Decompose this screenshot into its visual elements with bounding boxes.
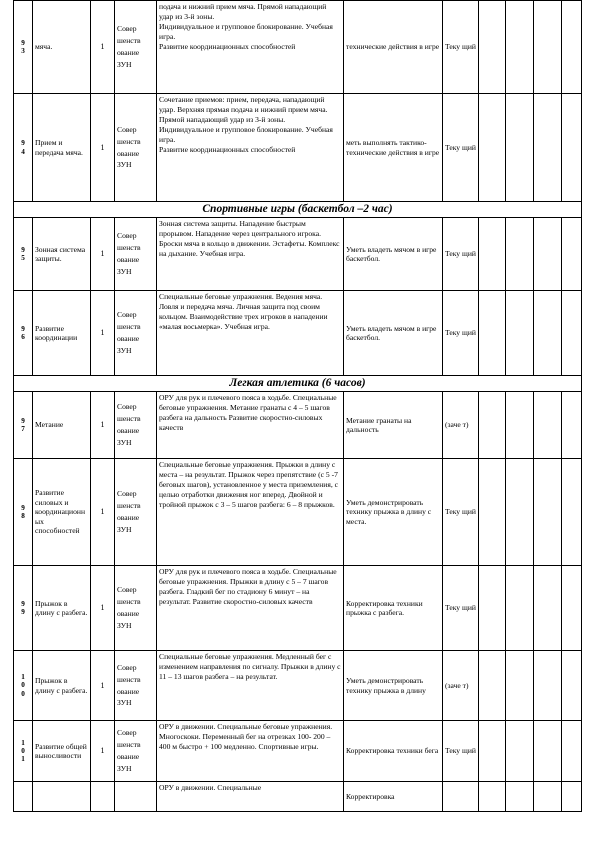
- lesson-topic-cell: [33, 94, 91, 202]
- empty-cell: [479, 291, 506, 376]
- lesson-topic: Развитие координации: [35, 323, 78, 342]
- lesson-type-line: ЗУН: [117, 59, 132, 69]
- control-type-cell: [443, 218, 479, 291]
- lesson-type-cell: [115, 291, 157, 376]
- lesson-content-line: Специальные беговые упражнения. Прыжки в длину с места – на результат. Прыжок через препятствие (с 5 -7 беговых шагов), установленное у места приземления, с целью отработки движения ног вперед. Двойной и тройной прыжок с 3 – 5 шагов разбега: 6 – 8 прыжков.: [159, 460, 338, 510]
- lesson-content-cell: [157, 782, 344, 812]
- lesson-number-cell: [14, 782, 33, 812]
- lesson-content-cell: [157, 392, 344, 459]
- empty-cell: [506, 459, 534, 566]
- expected-result: Уметь демонстрировать технику прыжка в длину с места.: [346, 497, 432, 526]
- empty-cell: [506, 94, 534, 202]
- hours-count: 1: [100, 42, 105, 51]
- lesson-topic-cell: [33, 218, 91, 291]
- expected-result-cell: [344, 94, 443, 202]
- lesson-type-line: ование: [117, 426, 140, 435]
- lesson-content-line: ОРУ для рук и плечевого пояса в ходьбе. Специальные беговые упражнения. Прыжки в длину с 5 – 7 шагов разбега. Гладкий бег по стадиону 6 минут – на результат. Развитие скоростно-силовых качеств: [159, 567, 337, 607]
- hours-cell: [91, 566, 115, 651]
- lesson-type-line: шенств: [117, 36, 141, 46]
- empty-cell: [562, 459, 582, 566]
- control-type-cell: [443, 566, 479, 651]
- lesson-type-line: Совер: [117, 24, 137, 34]
- lesson-content-line: Индивидуальное и групповое блокирование. Учебная игра.: [159, 22, 333, 42]
- lesson-number-digit: 0: [21, 689, 25, 698]
- lesson-type-line: Совер: [117, 124, 137, 134]
- empty-cell: [479, 651, 506, 721]
- hours-count: 1: [100, 746, 105, 755]
- lesson-content-cell: [157, 651, 344, 721]
- lesson-type-line: ование: [117, 148, 140, 158]
- lesson-type-line: ЗУН: [117, 698, 132, 708]
- lesson-type-line: шенств: [117, 322, 141, 332]
- lesson-content-cell: [157, 1, 344, 94]
- section-row: [14, 376, 582, 392]
- lesson-number-cell: [14, 459, 33, 566]
- lesson-number-digit: 9: [21, 139, 25, 148]
- lesson-content-cell: [157, 566, 344, 651]
- empty-cell: [534, 566, 562, 651]
- lesson-content-line: подача и нижний прием мяча. Прямой нападающий удар из 3-й зоны.: [159, 2, 327, 22]
- lesson-type-line: Совер: [117, 310, 137, 320]
- lesson-number-digit: 0: [21, 681, 25, 690]
- control-type: Теку щий: [445, 603, 476, 613]
- lesson-content-cell: [157, 291, 344, 376]
- expected-result: Метание гранаты на дальность: [346, 415, 412, 434]
- lesson-type-cell: [115, 218, 157, 291]
- lesson-type-line: шенств: [117, 501, 141, 511]
- lesson-type-line: ование: [117, 513, 140, 522]
- lesson-topic-cell: [33, 721, 91, 782]
- control-type: (заче т): [445, 420, 469, 430]
- lesson-type-line: ЗУН: [117, 160, 132, 170]
- control-type-cell: [443, 459, 479, 566]
- lesson-topic-cell: [33, 1, 91, 94]
- expected-result: Уметь демонстрировать технику прыжка в длину: [346, 676, 426, 695]
- lesson-number-cell: [14, 392, 33, 459]
- lesson-number-cell: [14, 651, 33, 721]
- lesson-number-cell: [14, 94, 33, 202]
- lesson-topic: Зонная система защиты.: [35, 244, 86, 263]
- lesson-type-line: ование: [117, 686, 140, 696]
- lesson-number-cell: [14, 721, 33, 782]
- empty-cell: [479, 566, 506, 651]
- lesson-content-line: Сочетание приемов: прием, передача, нападающий удар. Верхняя прямая подача и нижний прием мяча. Прямой нападающий удар из 3-й зоны.: [159, 95, 328, 125]
- lesson-number-digit: 1: [21, 673, 25, 682]
- hours-cell: [91, 1, 115, 94]
- expected-result: Уметь владеть мячом в игре баскетбол.: [346, 323, 437, 342]
- table-row: [14, 94, 582, 202]
- lesson-type-line: шенств: [117, 740, 141, 750]
- lesson-content-cell: [157, 459, 344, 566]
- lesson-type-line: ование: [117, 48, 140, 57]
- empty-cell: [479, 721, 506, 782]
- lesson-number-digit: 9: [21, 608, 25, 616]
- expected-result: Корректировка техники бега: [346, 746, 439, 756]
- lesson-type-line: ование: [117, 752, 140, 761]
- lesson-type-line: шенств: [117, 136, 141, 146]
- table-body: [14, 1, 582, 812]
- expected-result-cell: [344, 721, 443, 782]
- control-type-cell: [443, 94, 479, 202]
- empty-cell: [534, 291, 562, 376]
- expected-result: технические действия в игре: [346, 42, 440, 52]
- expected-result-cell: [344, 291, 443, 376]
- hours-cell: [91, 459, 115, 566]
- lesson-number-digit: 5: [21, 254, 25, 262]
- expected-result-cell: [344, 651, 443, 721]
- lesson-type-line: Совер: [117, 231, 137, 241]
- table-row: [14, 459, 582, 566]
- lesson-topic-cell: [33, 782, 91, 812]
- empty-cell: [562, 566, 582, 651]
- control-type: Теку щий: [445, 42, 476, 52]
- empty-cell: [506, 392, 534, 459]
- lesson-content-line: ОРУ в движении. Специальные: [159, 783, 262, 792]
- lesson-content-line: Индивидуальное и групповое блокирование. Учебная игра.: [159, 125, 333, 145]
- control-type-cell: [443, 651, 479, 721]
- lesson-type-line: ЗУН: [117, 437, 132, 447]
- lesson-content-line: Специальные беговые упражнения. Медленный бег с изменением направления по сигналу. Прыжки в длину с 11 – 13 шагов разбега – на результат.: [159, 652, 341, 682]
- lesson-topic-cell: [33, 392, 91, 459]
- lesson-number-digit: 9: [21, 245, 25, 254]
- empty-cell: [562, 721, 582, 782]
- lesson-number-cell: [14, 566, 33, 651]
- lesson-type-cell: [115, 1, 157, 94]
- lesson-type-line: шенств: [117, 674, 141, 684]
- lesson-type-line: Совер: [117, 402, 137, 412]
- empty-cell: [534, 1, 562, 94]
- section-title: Спортивные игры (баскетбол –2 час): [202, 203, 393, 216]
- control-type: Теку щий: [445, 507, 476, 517]
- lesson-topic-cell: [33, 566, 91, 651]
- control-type-cell: [443, 291, 479, 376]
- lesson-number-cell: [14, 218, 33, 291]
- hours-cell: [91, 651, 115, 721]
- empty-cell: [506, 721, 534, 782]
- empty-cell: [534, 651, 562, 721]
- empty-cell: [562, 291, 582, 376]
- lesson-number-digit: 7: [21, 425, 25, 433]
- lesson-type-line: Совер: [117, 489, 137, 499]
- lesson-type-line: шенств: [117, 597, 141, 607]
- table-row: [14, 566, 582, 651]
- empty-cell: [562, 1, 582, 94]
- lesson-topic: Развитие общей выносливости: [35, 741, 87, 760]
- table-row: [14, 1, 582, 94]
- hours-cell: [91, 721, 115, 782]
- control-type-cell: [443, 1, 479, 94]
- hours-count: 1: [100, 328, 105, 337]
- lesson-number-digit: 4: [21, 147, 25, 156]
- empty-cell: [506, 566, 534, 651]
- empty-cell: [506, 1, 534, 94]
- lesson-type-line: Совер: [117, 585, 137, 595]
- lesson-type-cell: [115, 651, 157, 721]
- lesson-plan-table: [13, 0, 582, 812]
- hours-count: 1: [100, 680, 105, 690]
- section-heading-cell: [14, 376, 582, 392]
- expected-result-cell: [344, 218, 443, 291]
- control-type: Теку щий: [445, 746, 476, 756]
- lesson-content-line: ОРУ в движении. Специальные беговые упражнения. Многоскоки. Переменный бег на отрезках 100- 200 – 400 м быстро + 100 медленно. Спортивные игры.: [159, 722, 333, 752]
- table-row: [14, 721, 582, 782]
- empty-cell: [506, 651, 534, 721]
- table-row: [14, 291, 582, 376]
- lesson-topic: Прием и передача мяча.: [35, 138, 83, 157]
- lesson-topic: мяча.: [35, 42, 53, 52]
- empty-cell: [506, 782, 534, 812]
- lesson-number-digit: 8: [21, 512, 25, 520]
- empty-cell: [562, 392, 582, 459]
- lesson-type-cell: [115, 459, 157, 566]
- lesson-type-line: ЗУН: [117, 620, 132, 630]
- empty-cell: [534, 392, 562, 459]
- lesson-content-line: ОРУ для рук и плечевого пояса в ходьбе. Специальные беговые упражнения. Метание гранаты с 4 – 5 шагов разбега на дальность Развитие скоростно-силовых качеств: [159, 393, 337, 433]
- lesson-type-line: ование: [117, 334, 140, 343]
- empty-cell: [506, 291, 534, 376]
- expected-result: Уметь владеть мячом в игре баскетбол.: [346, 244, 437, 263]
- table-row: [14, 218, 582, 291]
- lesson-type-line: ЗУН: [117, 266, 132, 276]
- empty-cell: [562, 218, 582, 291]
- expected-result-cell: [344, 782, 443, 812]
- hours-count: 1: [100, 420, 105, 429]
- empty-cell: [534, 782, 562, 812]
- empty-cell: [479, 392, 506, 459]
- expected-result: меть выполнять тактико-технические действия в игре: [346, 138, 440, 157]
- hours-cell: [91, 218, 115, 291]
- lesson-content-cell: [157, 218, 344, 291]
- lesson-content-cell: [157, 94, 344, 202]
- empty-cell: [506, 218, 534, 291]
- control-type: Теку щий: [445, 142, 476, 152]
- lesson-number-digit: 9: [21, 38, 25, 47]
- section-title: Легкая атлетика (6 часов): [229, 377, 366, 390]
- empty-cell: [479, 94, 506, 202]
- lesson-topic: Прыжок в длину с разбега.: [35, 676, 88, 695]
- hours-cell: [91, 94, 115, 202]
- empty-cell: [534, 721, 562, 782]
- lesson-type-cell: [115, 566, 157, 651]
- lesson-number-cell: [14, 291, 33, 376]
- table-row: [14, 392, 582, 459]
- empty-cell: [534, 94, 562, 202]
- hours-cell: [91, 392, 115, 459]
- empty-cell: [534, 459, 562, 566]
- control-type-cell: [443, 782, 479, 812]
- lesson-content-line: Зонная система защиты. Нападение быстрым прорывом. Нападение через центрального игрока. Броски мяча в кольцо в движении. Эстафеты. Комплекс на дыхание. Учебная игра.: [159, 219, 340, 259]
- hours-count: 1: [100, 249, 105, 258]
- hours-count: 1: [100, 507, 105, 516]
- lesson-topic-cell: [33, 291, 91, 376]
- expected-result: Корректировка: [346, 791, 395, 801]
- lesson-content-line: Развитие координационных способностей: [159, 145, 296, 155]
- lesson-type-cell: [115, 782, 157, 812]
- lesson-number-digit: 9: [21, 599, 25, 608]
- lesson-type-line: ование: [117, 255, 140, 264]
- empty-cell: [479, 782, 506, 812]
- lesson-type-line: ЗУН: [117, 763, 132, 773]
- lesson-content-cell: [157, 721, 344, 782]
- lesson-type-cell: [115, 721, 157, 782]
- empty-cell: [479, 459, 506, 566]
- control-type: (заче т): [445, 680, 469, 690]
- lesson-number-digit: 1: [21, 738, 25, 747]
- expected-result-cell: [344, 1, 443, 94]
- empty-cell: [479, 1, 506, 94]
- hours-cell: [91, 782, 115, 812]
- lesson-number-cell: [14, 1, 33, 94]
- expected-result-cell: [344, 392, 443, 459]
- lesson-type-line: ЗУН: [117, 524, 132, 534]
- control-type: Теку щий: [445, 328, 476, 338]
- lesson-topic: Прыжок в длину с разбега.: [35, 598, 88, 617]
- lesson-content-line: Развитие координационных способностей: [159, 42, 296, 52]
- lesson-type-line: Совер: [117, 662, 137, 672]
- lesson-number-digit: 9: [21, 503, 25, 512]
- section-row: [14, 202, 582, 218]
- empty-cell: [562, 782, 582, 812]
- lesson-topic-cell: [33, 651, 91, 721]
- lesson-number-digit: 9: [21, 324, 25, 333]
- lesson-type-line: ование: [117, 609, 140, 618]
- expected-result-cell: [344, 566, 443, 651]
- hours-count: 1: [100, 603, 105, 612]
- lesson-type-line: шенств: [117, 243, 141, 253]
- expected-result-cell: [344, 459, 443, 566]
- lesson-type-line: Совер: [117, 728, 137, 738]
- control-type-cell: [443, 392, 479, 459]
- lesson-number-digit: 3: [21, 47, 25, 55]
- table-row: [14, 651, 582, 721]
- empty-cell: [562, 94, 582, 202]
- lesson-type-cell: [115, 392, 157, 459]
- hours-cell: [91, 291, 115, 376]
- empty-cell: [562, 651, 582, 721]
- control-type: Теку щий: [445, 249, 476, 259]
- lesson-number-digit: 1: [21, 755, 25, 764]
- lesson-number-digit: 0: [21, 746, 25, 755]
- section-heading-cell: [14, 202, 582, 218]
- table-row: [14, 782, 582, 812]
- control-type-cell: [443, 721, 479, 782]
- lesson-topic-cell: [33, 459, 91, 566]
- lesson-number-digit: 9: [21, 416, 25, 425]
- lesson-content-line: Специальные беговые упражнения. Ведения мяча. Ловля и передача мяча. Личная защита под своим кольцом. Взаимодействие трех игроков в нападении «малая восьмерка». Учебная игра.: [159, 292, 328, 332]
- lesson-number-digit: 6: [21, 333, 25, 341]
- hours-count: 1: [100, 142, 105, 152]
- lesson-type-line: шенств: [117, 414, 141, 424]
- expected-result: Корректировка техники прыжка с разбега.: [346, 598, 423, 617]
- lesson-type-line: ЗУН: [117, 345, 132, 355]
- empty-cell: [534, 218, 562, 291]
- lesson-type-cell: [115, 94, 157, 202]
- lesson-topic: Метание: [35, 420, 64, 430]
- empty-cell: [479, 218, 506, 291]
- lesson-topic: Развитие силовых и координационных способностей: [35, 488, 86, 536]
